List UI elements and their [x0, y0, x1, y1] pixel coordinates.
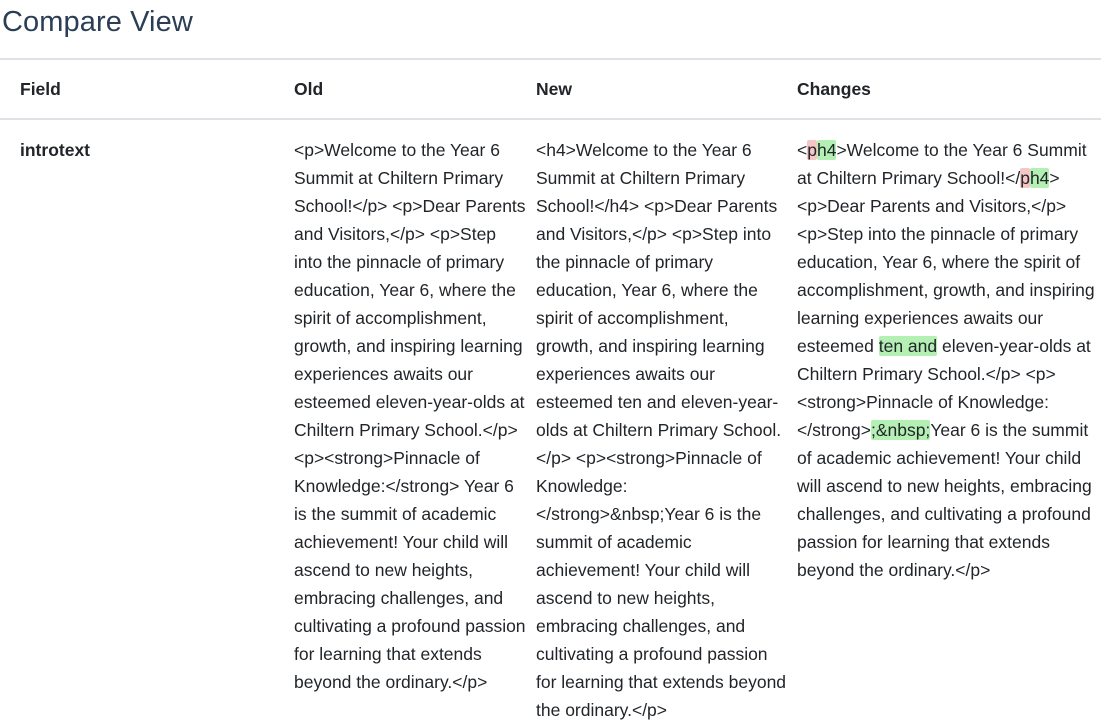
- diff-unchanged-segment: >Welcome to the Year 6 Summit at Chiltern Primary School!</: [797, 140, 1087, 188]
- field-name: introtext: [20, 140, 90, 160]
- diff-inserted-segment: ten and: [878, 336, 938, 356]
- diff-inserted-segment: h4: [816, 140, 837, 160]
- table-row: [0, 119, 1101, 724]
- diff-unchanged-segment: <: [797, 140, 808, 160]
- diff-unchanged-segment: > <p>Dear Parents and Visitors,</p> <p>Step into the pinnacle of primary education, Year 6, where the spirit of accomplishment, growth, and inspiring learning experiences awaits our esteemed: [797, 168, 1095, 356]
- changes-cell: [797, 119, 1101, 724]
- diff-deleted-segment: p: [807, 140, 817, 160]
- diff-inserted-segment: ;&nbsp;: [870, 420, 931, 440]
- header-old: Old: [294, 59, 536, 119]
- old-value-cell: [294, 119, 536, 724]
- diff-deleted-segment: p: [1020, 168, 1030, 188]
- new-value-cell: [536, 119, 797, 724]
- changes-diff: [797, 136, 1101, 584]
- new-value-text: <h4>Welcome to the Year 6 Summit at Chiltern Primary School!</h4> <p>Dear Parents and Visitors,</p> <p>Step into the pinnacle of primary education, Year 6, where the spirit of accomplishment, growth, and inspiring learning experiences awaits our esteemed ten and eleven-year-olds at Chiltern Primary School.</p> <p><strong>Pinnacle of Knowledge:</strong>&nbsp;Year 6 is the summit of academic achievement! Your child will ascend to new heights, embracing challenges, and cultivating a profound passion for learning that extends beyond the ordinary.</p>: [536, 140, 787, 720]
- field-cell: [0, 119, 294, 724]
- old-value-text: <p>Welcome to the Year 6 Summit at Chiltern Primary School!</p> <p>Dear Parents and Visitors,</p> <p>Step into the pinnacle of primary education, Year 6, where the spirit of accomplishment, growth, and inspiring learning experiences awaits our esteemed eleven-year-olds at Chiltern Primary School.</p> <p><strong>Pinnacle of Knowledge:</strong> Year 6 is the summit of academic achievement! Your child will ascend to new heights, embracing challenges, and cultivating a profound passion for learning that extends beyond the ordinary.</p>: [294, 140, 526, 692]
- diff-unchanged-segment: eleven-year-olds at Chiltern Primary School.</p> <p><strong>Pinnacle of Knowledge:</strong>: [797, 336, 1091, 440]
- diff-unchanged-segment: Year 6 is the summit of academic achievement! Your child will ascend to new heights, embracing challenges, and cultivating a profound passion for learning that extends beyond the ordinary.</p>: [797, 420, 1092, 580]
- diff-inserted-segment: h4: [1029, 168, 1050, 188]
- header-field: Field: [0, 59, 294, 119]
- header-row: [0, 59, 1101, 119]
- compare-table: [0, 58, 1101, 724]
- header-new: New: [536, 59, 797, 119]
- page-title: Compare View: [2, 6, 193, 38]
- table-body: [0, 119, 1101, 724]
- header-changes: Changes: [797, 59, 1101, 119]
- table-header: [0, 59, 1101, 119]
